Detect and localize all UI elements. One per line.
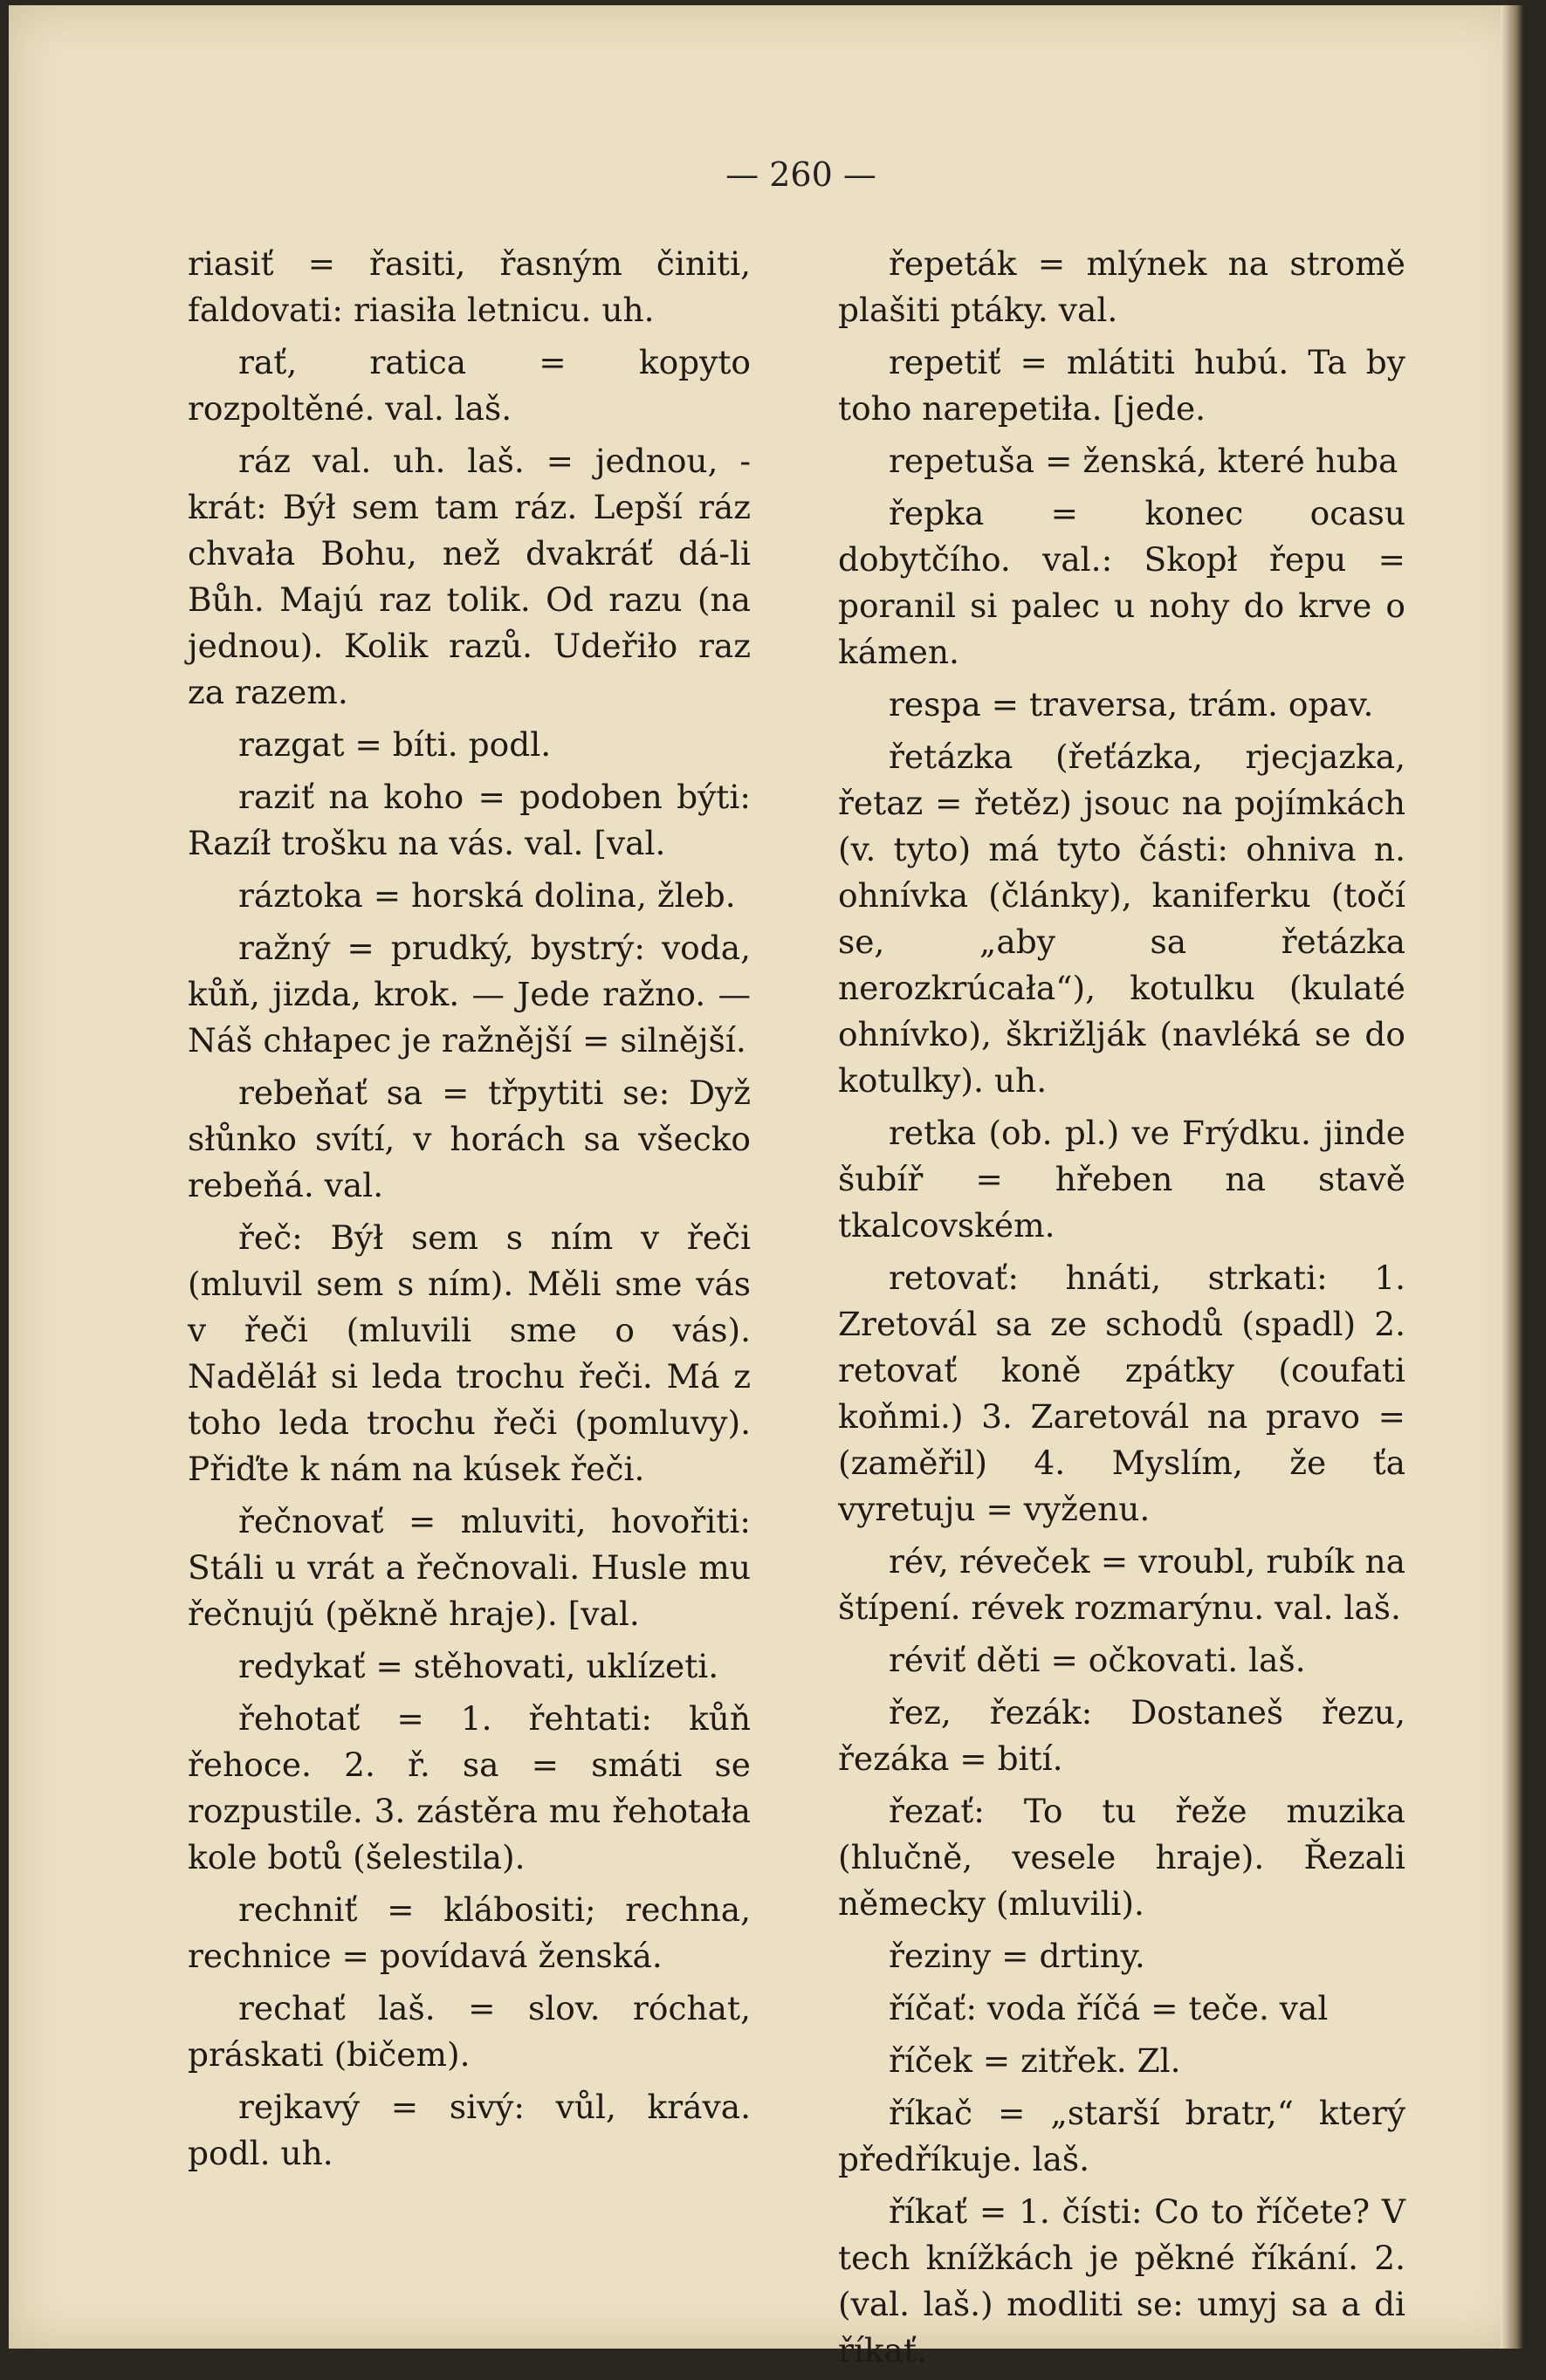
right-column [838, 241, 1405, 2380]
page-spine-shadow [1501, 5, 1523, 2349]
dictionary-entry: řečnovať = mluviti, hovořiti: Stáli u vrát a řečnovali. Husle mu řečnujú (pěkně hraje). [val. [188, 1502, 751, 1633]
dictionary-entry: rechniť = klábositi; rechna, rechnice = povídavá ženská. [188, 1890, 751, 1975]
dictionary-entry: řeziny = drtiny. [889, 1937, 1145, 1975]
dictionary-entry: říkať = 1. čísti: Co to říčete? V tech knížkách je pěkné říkání. 2. (val. laš.) modliti se: umyj sa a di říkať. [838, 2192, 1405, 2370]
dictionary-entry: retovať: hnáti, strkati: 1. Zretovál sa ze schodů (spadl) 2. retovať koně zpátky (coufati koňmi.) 3. Zaretovál na pravo = (zaměřil) 4. Myslím, že ťa vyretuju = vyženu. [838, 1259, 1405, 1528]
dictionary-entry: rechať laš. = slov. róchat, práskati (bičem). [188, 1989, 751, 2074]
dictionary-entry: ražný = prudký, bystrý: voda, kůň, jizda, krok. — Jede ražno. — Náš chłapec je ražnější = silnější. [188, 929, 751, 1060]
dictionary-entry: rejkavý = sivý: vůl, kráva. podl. uh. [188, 2088, 751, 2172]
dictionary-entry: rév, réveček = vroubl, rubík na štípení. révek rozmarýnu. val. laš. [838, 1542, 1405, 1627]
dictionary-entry: řez, řezák: Dostaneš řezu, řezáka = bití. [838, 1693, 1405, 1778]
dictionary-entry: riasiť = řasiti, řasným činiti, faldovati: riasiła letnicu. uh. [188, 244, 751, 329]
dictionary-entry: říčať: voda říčá = teče. val [889, 1989, 1329, 2027]
dictionary-entry: řepeták = mlýnek na stromě plašiti ptáky. val. [838, 244, 1405, 329]
dictionary-entry: říček = zitřek. Zl. [889, 2041, 1181, 2080]
dictionary-entry: říkač = „starší bratr,“ který předříkuje. laš. [838, 2094, 1405, 2178]
dictionary-entry: řetázka (řeťázka, rjecjazka, řetaz = řetěz) jsouc na pojímkách (v. tyto) má tyto části: ohniva n. ohnívka (články), kaniferku (točí se, „aby sa řetázka nerozkrúcała“), kotulku (kulaté ohnívko), škrižlják (navléká se do kotulky). uh. [838, 737, 1405, 1100]
dictionary-entry: retka (ob. pl.) ve Frýdku. jinde šubíř = hřeben na stavě tkalcovském. [838, 1114, 1405, 1245]
dictionary-entry: raziť na koho = podoben býti: Razíł trošku na vás. val. [val. [188, 778, 751, 862]
dictionary-entry: razgat = bíti. podl. [238, 725, 552, 764]
dictionary-entry: repetuša = ženská, které huba [889, 442, 1398, 480]
dictionary-entry: respa = traversa, trám. opav. [889, 685, 1374, 724]
dictionary-entry: řeč: Býł sem s ním v řeči (mluvil sem s ním). Měli sme vás v řeči (mluvili sme o vás). Naděláł si leda trochu řeči. Má z toho leda trochu řeči (pomluvy). Přiďte k nám na kúsek řeči. [188, 1218, 751, 1488]
dictionary-entry: redykať = stěhovati, uklízeti. [238, 1647, 719, 1685]
page-number: — 260 — [725, 155, 876, 194]
dictionary-entry: réviť děti = očkovati. laš. [889, 1641, 1306, 1679]
dictionary-entry: řehotať = 1. řehtati: kůň řehoce. 2. ř. sa = smáti se rozpustile. 3. zástěra mu řehotała kole botů (šelestila). [188, 1699, 751, 1876]
left-column [188, 241, 751, 2183]
dictionary-entry: řezať: To tu řeže muzika (hlučně, vesele hraje). Řezali německy (mluvili). [838, 1792, 1405, 1923]
dictionary-entry: repetiť = mlátiti hubú. Ta by toho narepetiła. [jede. [838, 343, 1405, 428]
book-page [9, 5, 1523, 2370]
dictionary-entry: rebeňať sa = třpytiti se: Dyž słůnko svítí, v horách sa všecko rebeňá. val. [188, 1073, 751, 1204]
dictionary-entry: řepka = konec ocasu dobytčího. val.: Skopł řepu = poranil si palec u nohy do krve o kámen. [838, 494, 1405, 671]
dictionary-entry: ráz val. uh. laš. = jednou, -krát: Býł sem tam ráz. Lepší ráz chvała Bohu, než dvakráť dá-li Bůh. Majú raz tolik. Od razu (na jednou). Kolik razů. Udeřiło raz za razem. [188, 442, 751, 711]
dictionary-entry: ráztoka = horská dolina, žleb. [238, 876, 736, 915]
dictionary-entry: rať, ratica = kopyto rozpoltěné. val. laš. [188, 343, 751, 428]
